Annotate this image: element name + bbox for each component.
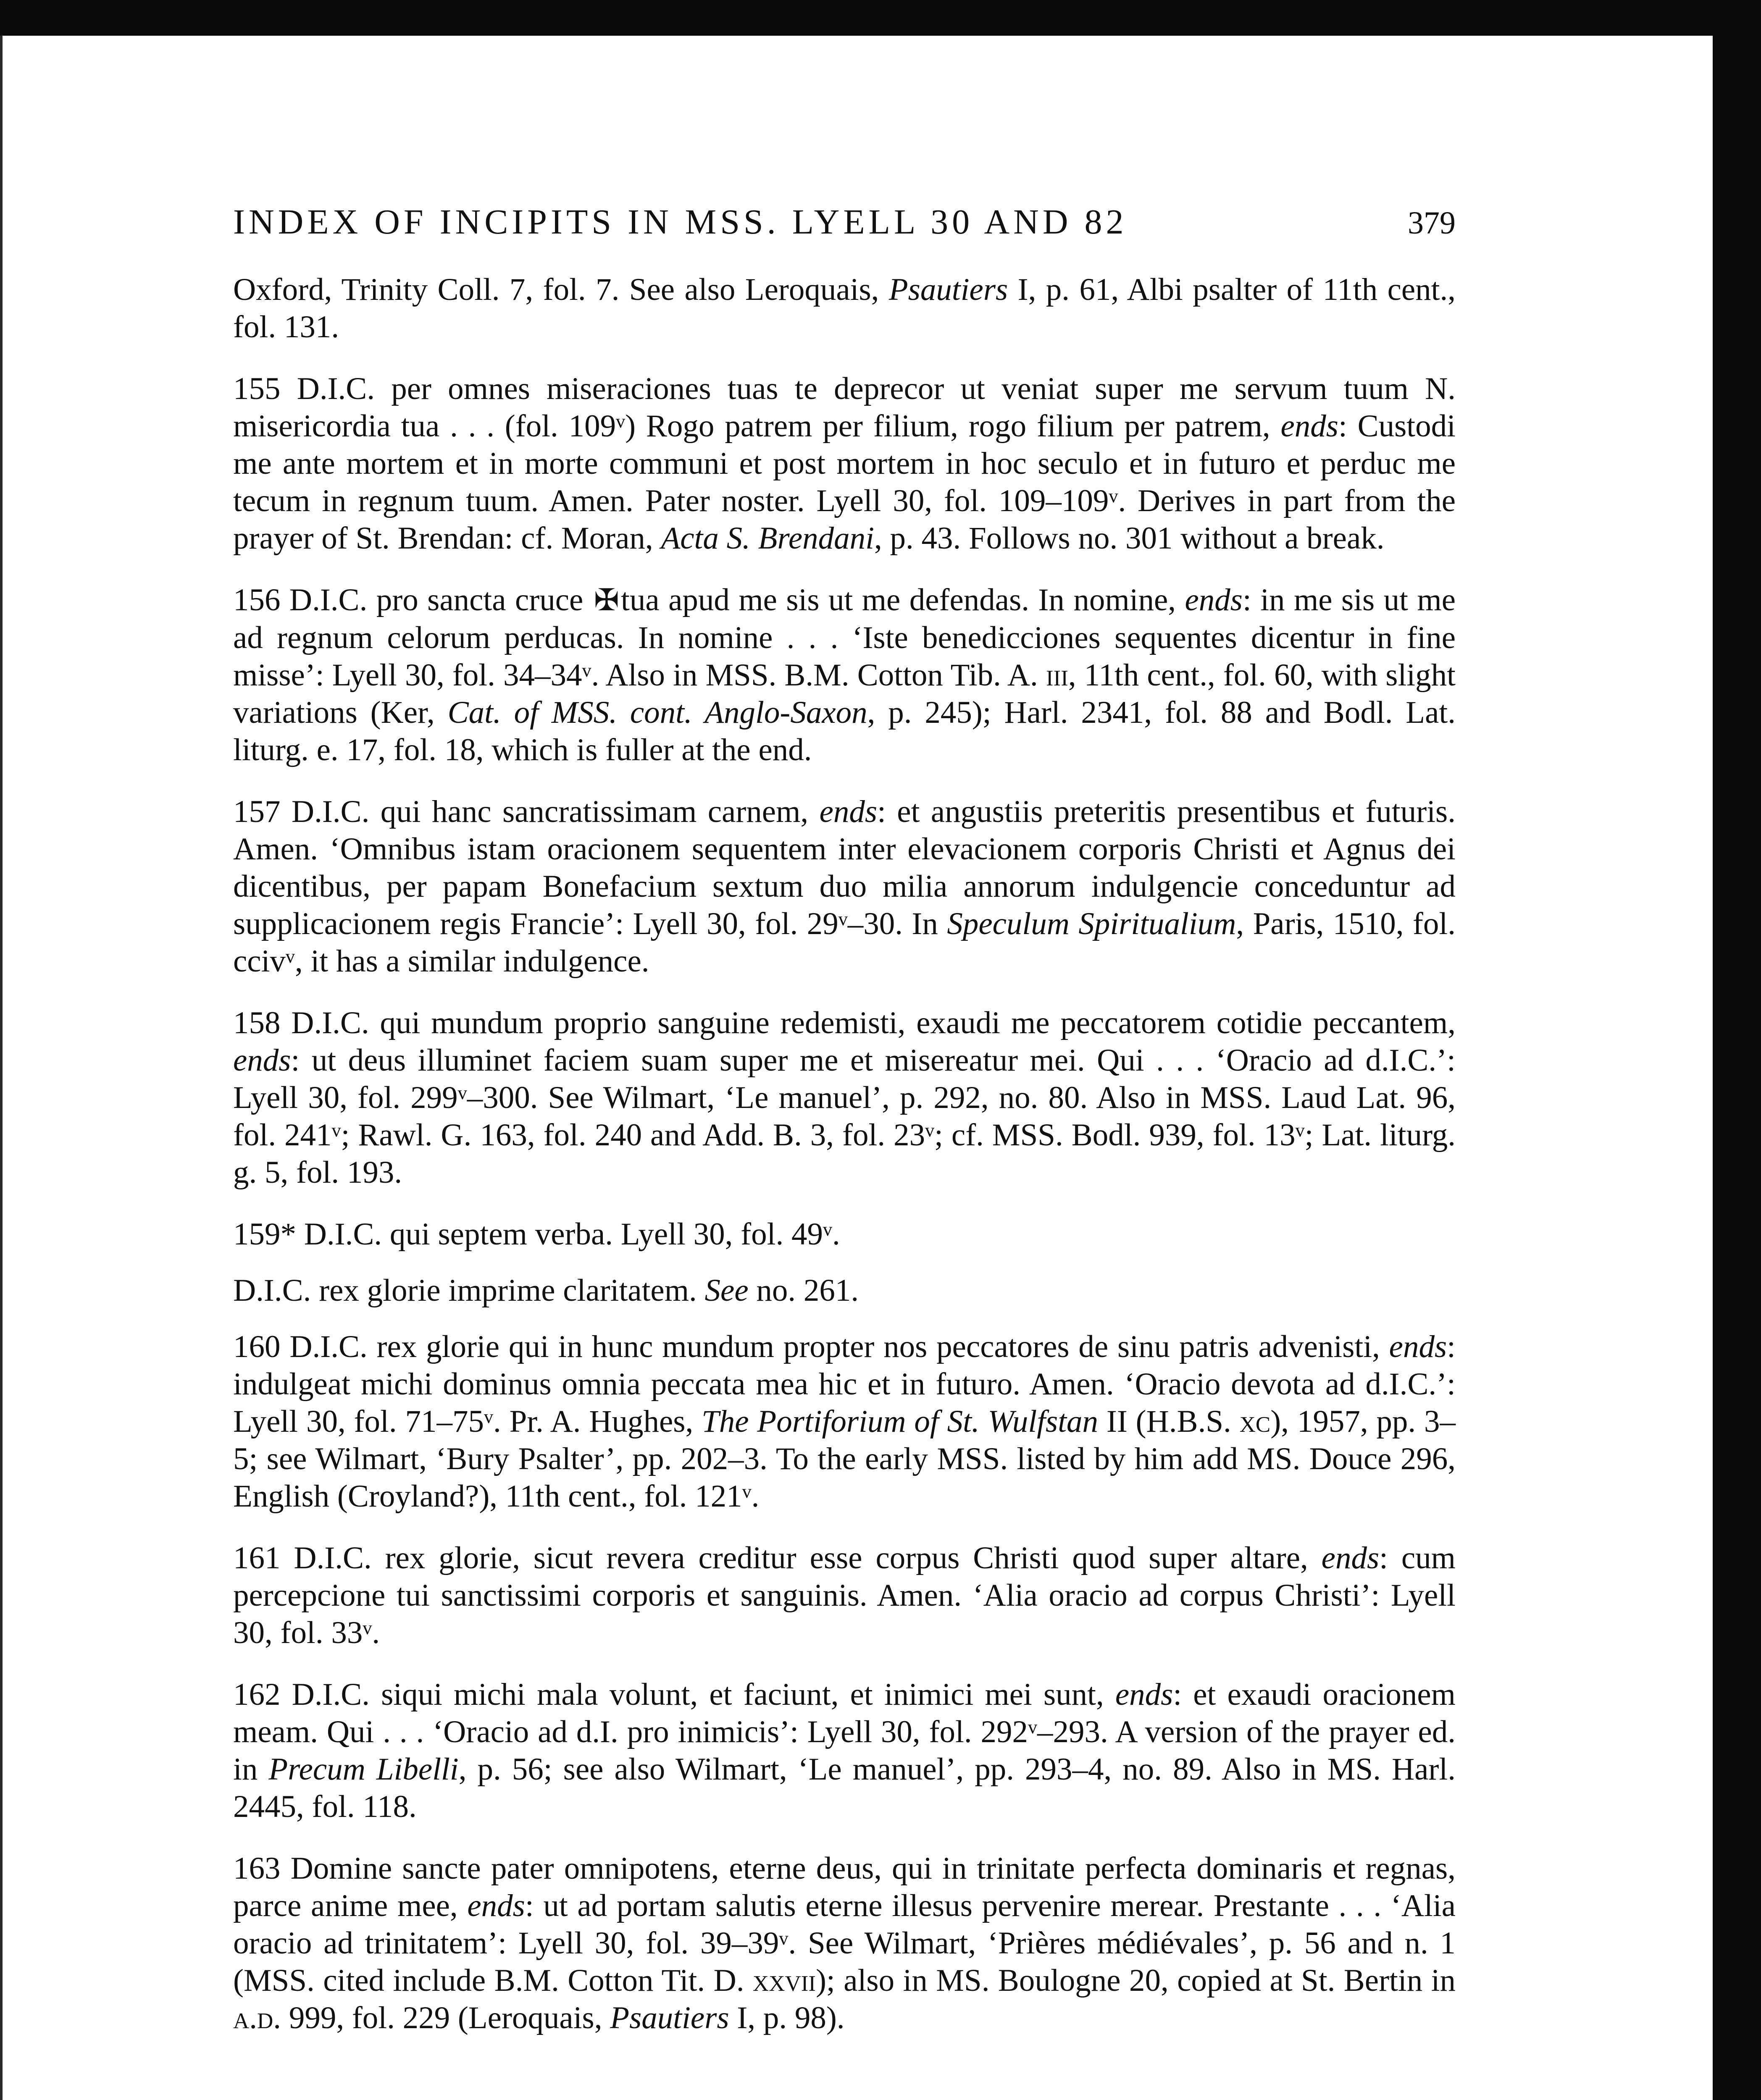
scan-border-top: [0, 0, 1761, 36]
entry-cross-reference: D.I.C. rex glorie imprime claritatem. See no. 261.: [233, 1273, 859, 1308]
entry-158: 158 D.I.C. qui mundum proprio sanguine redemisti, exaudi me peccatorem cotidie peccantem, ends: ut deus illuminet faciem suam super me et misereatur mei. Qui . . . ‘Oracio ad d.I.C.’: Lyell 30, fol. 299ᵛ–300. See Wilmart, ‘Le manuel’, p. 292, no. 80. Also in MSS. Laud Lat. 96, fol. 241ᵛ; Rawl. G. 163, fol. 240 and Add. B. 3, fol. 23ᵛ; cf. MSS. Bodl. 939, fol. 13ᵛ; Lat. liturg. g. 5, fol. 193.: [233, 1005, 1456, 1190]
entry-159: 159* D.I.C. qui septem verba. Lyell 30, fol. 49ᵛ.: [233, 1217, 840, 1252]
running-head: INDEX OF INCIPITS IN MSS. LYELL 30 AND 82: [233, 202, 1128, 242]
page-header: [233, 202, 1456, 242]
scan-border-right: [1713, 0, 1761, 2100]
cross-icon: ✠: [594, 583, 620, 617]
entry-155: 155 D.I.C. per omnes miseraciones tuas te deprecor ut veniat super me servum tuum N. misericordia tua . . . (fol. 109ᵛ) Rogo patrem per filium, rogo filium per patrem, ends: Custodi me ante mortem et in morte communi et post mortem in hoc seculo et in futuro et perduc me tecum in regnum tuum. Amen. Pater noster. Lyell 30, fol. 109–109ᵛ. Derives in part from the prayer of St. Brendan: cf. Moran, Acta S. Brendani, p. 43. Follows no. 301 without a break.: [233, 371, 1456, 556]
entry-156: 156 D.I.C. pro sancta cruce ✠tua apud me sis ut me defendas. In nomine, ends: in me sis ut me ad regnum celorum perducas. In nomine . . . ‘Iste benedicciones sequentes dicentur in fine misse’: Lyell 30, fol. 34–34ᵛ. Also in MSS. B.M. Cotton Tib. A. iii, 11th cent., fol. 60, with slight variations (Ker, Cat. of MSS. cont. Anglo-Saxon, p. 245); Harl. 2341, fol. 88 and Bodl. Lat. liturg. e. 17, fol. 18, which is fuller at the end.: [233, 583, 1456, 767]
entry-162: 162 D.I.C. siqui michi mala volunt, et faciunt, et inimici mei sunt, ends: et exaudi oracionem meam. Qui . . . ‘Oracio ad d.I. pro inimicis’: Lyell 30, fol. 292ᵛ–293. A version of the prayer ed. in Precum Libelli, p. 56; see also Wilmart, ‘Le manuel’, pp. 293–4, no. 89. Also in MS. Harl. 2445, fol. 118.: [233, 1677, 1456, 1824]
entry-163: 163 Domine sancte pater omnipotens, eterne deus, qui in trinitate perfecta dominaris et regnas, parce anime mee, ends: ut ad portam salutis eterne illesus pervenire merear. Prestante . . . ‘Alia oracio ad trinitatem’: Lyell 30, fol. 39–39ᵛ. See Wilmart, ‘Prières médiévales’, p. 56 and n. 1 (MSS. cited include B.M. Cotton Tit. D. xxvii); also in MS. Boulogne 20, copied at St. Bertin in a.d. 999, fol. 229 (Leroquais, Psautiers I, p. 98).: [233, 1851, 1456, 2035]
entry-160: 160 D.I.C. rex glorie qui in hunc mundum propter nos peccatores de sinu patris advenisti, ends: indulgeat michi dominus omnia peccata mea hic et in futuro. Amen. ‘Oracio devota ad d.I.C.’: Lyell 30, fol. 71–75ᵛ. Pr. A. Hughes, The Portiforium of St. Wulfstan II (H.B.S. xc), 1957, pp. 3–5; see Wilmart, ‘Bury Psalter’, pp. 202–3. To the early MSS. listed by him add MS. Douce 296, English (Croyland?), 11th cent., fol. 121ᵛ.: [233, 1329, 1456, 1514]
entry-continued: Oxford, Trinity Coll. 7, fol. 7. See also Leroquais, Psautiers I, p. 61, Albi psalter of 11th cent., fol. 131.: [233, 272, 1456, 344]
index-entries: [233, 271, 1456, 2061]
page-number: 379: [1408, 205, 1456, 241]
entry-161: 161 D.I.C. rex glorie, sicut revera creditur esse corpus Christi quod super altare, ends: cum percepcione tui sanctissimi corporis et sanguinis. Amen. ‘Alia oracio ad corpus Christi’: Lyell 30, fol. 33ᵛ.: [233, 1541, 1456, 1650]
entry-157: 157 D.I.C. qui hanc sancratissimam carnem, ends: et angustiis preteritis presentibus et futuris. Amen. ‘Omnibus istam oracionem sequentem inter elevacionem corporis Christi et Agnus dei dicentibus, per papam Bonefacium sextum duo milia annorum indulgencie conceduntur ad supplicacionem regis Francie’: Lyell 30, fol. 29ᵛ–30. In Speculum Spiritualium, Paris, 1510, fol. ccivᵛ, it has a similar indulgence.: [233, 794, 1456, 979]
scan-border-left: [0, 36, 3, 2100]
